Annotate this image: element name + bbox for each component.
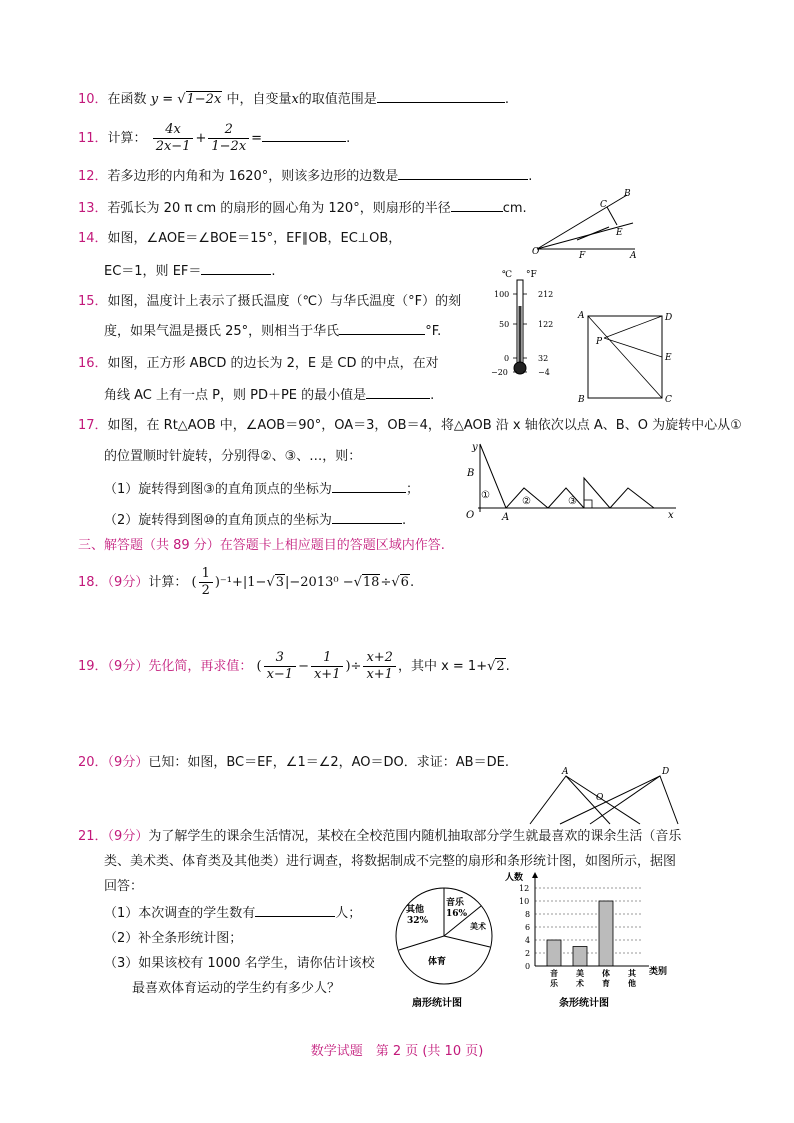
question-15-line2: 度，如果气温是摄氏 25°，则相当于华氏 °F.: [104, 324, 442, 339]
svg-text:y: y: [472, 442, 478, 453]
svg-text:D: D: [665, 313, 673, 323]
question-16-line2: 角线 AC 上有一点 P，则 PD＋PE 的最小值是 .: [104, 388, 435, 403]
svg-text:②: ②: [522, 496, 531, 507]
question-18: 18．（9分）计算： ( $\frac{1}{2}$ )⁻¹+|1−√3|−2013⁰ −√18÷√6.: [78, 566, 415, 598]
question-21-sub2: （2）补全条形统计图；: [104, 931, 243, 946]
svg-text:①: ①: [481, 490, 490, 501]
svg-text:A: A: [502, 512, 510, 520]
bar-ytick-label: 8: [525, 910, 531, 919]
svg-text:其他: 其他: [406, 905, 425, 915]
question-13: 13．若弧长为 20 π cm 的扇形的圆心角为 120°，则扇形的半径 cm.: [78, 201, 527, 216]
question-10: 10．在函数 y = √1−2x 中，自变量x的取值范围是 .: [78, 92, 509, 107]
answer-blank[interactable]: [262, 129, 346, 142]
svg-text:O: O: [596, 793, 604, 803]
svg-text:A: A: [578, 311, 585, 321]
bar-category-label: 体: [602, 968, 610, 978]
figure-16-square: [572, 306, 682, 406]
answer-blank[interactable]: [332, 511, 402, 524]
bar-ytick-label: 0: [525, 962, 531, 971]
bar-category-label: 音: [550, 968, 558, 978]
svg-text:−20: −20: [491, 368, 508, 377]
svg-text:0: 0: [504, 354, 510, 363]
bar-1: [573, 947, 587, 967]
bar-ytick-label: 12: [519, 884, 530, 893]
svg-text:E: E: [665, 353, 672, 363]
bar-category-label: 其: [628, 968, 636, 978]
answer-blank[interactable]: [255, 904, 335, 917]
question-21-sub3a: （3）如果该校有 1000 名学生，请你估计该校: [104, 956, 375, 971]
question-14-line2: EC＝1，则 EF＝ .: [104, 264, 276, 279]
bar-category-label: 育: [602, 978, 610, 988]
bar-0: [547, 940, 561, 966]
figure-14: [505, 185, 665, 265]
answer-blank[interactable]: [366, 386, 430, 399]
question-20: 20．（9分）已知：如图，BC＝EF，∠1＝∠2，AO＝DO．求证：AB＝DE.: [78, 755, 509, 770]
bar-chart: [503, 868, 693, 1013]
question-17-sub1: （1）旋转得到图③的直角顶点的坐标为 ；: [104, 482, 419, 497]
bar-category-label: 他: [628, 978, 636, 988]
svg-text:A: A: [562, 767, 569, 777]
svg-text:体育: 体育: [428, 957, 447, 967]
question-17-line2: 的位置顺时针旋转，分别得②、③、…，则：: [104, 449, 362, 464]
bar-ytick-label: 4: [525, 936, 531, 945]
svg-text:32: 32: [538, 354, 549, 363]
section-3-heading: 三、解答题（共 89 分）在答题卡上相应题目的答题区域内作答.: [78, 538, 445, 553]
svg-text:100: 100: [494, 290, 510, 299]
svg-text:122: 122: [538, 320, 554, 329]
svg-text:−4: −4: [538, 368, 550, 377]
question-21-sub1: （1）本次调查的学生数有 人；: [104, 906, 362, 921]
bar-chart-ylabel: 人数: [505, 873, 524, 883]
svg-text:美术: 美术: [470, 921, 486, 931]
label-c: C: [600, 200, 607, 210]
question-17: 17．如图，在 Rt△AOB 中，∠AOB＝90°，OA＝3，OB＝4，将△AOB 沿 x 轴依次以点 A、B、O 为旋转中心从①: [78, 418, 742, 433]
question-19: 19．（9分）先化简，再求值： ( $\frac{3}{x-1}$ − $\frac{1}{x+1}$ )÷ $\frac{x+2}{x+1}$ ，其中 x = 1+√2.: [78, 650, 510, 682]
svg-text:P: P: [596, 337, 603, 347]
question-21-line2: 类、美术类、体育类及其他类）进行调查，将数据制成不完整的扇形和条形统计图，如图所示，据图: [104, 854, 677, 869]
svg-text:B: B: [467, 468, 475, 479]
question-12: 12．若多边形的内角和为 1620°，则该多边形的边数是 .: [78, 169, 533, 184]
svg-text:③: ③: [568, 496, 577, 507]
label-b: B: [624, 189, 631, 199]
answer-blank[interactable]: [398, 167, 528, 180]
question-14: 14．如图，∠AOE＝∠BOE＝15°，EF∥OB，EC⊥OB，: [78, 231, 402, 246]
bar-ytick-label: 2: [525, 949, 531, 958]
question-21-line3: 回答：: [104, 879, 144, 894]
figure-15-thermometer: [490, 266, 570, 384]
question-16: 16．如图，正方形 ABCD 的边长为 2，E 是 CD 的中点，在对: [78, 356, 439, 371]
svg-text:16%: 16%: [446, 909, 468, 919]
pie-chart: [392, 880, 502, 1010]
bar-ytick-label: 6: [525, 923, 531, 932]
answer-blank[interactable]: [339, 322, 425, 335]
label-f: F: [579, 251, 586, 261]
svg-text:32%: 32%: [407, 916, 429, 926]
answer-blank[interactable]: [451, 199, 503, 212]
svg-text:O: O: [466, 510, 475, 520]
label-e: E: [616, 228, 623, 238]
question-11: 11．计算： $\frac{4x}{2x-1}$ + $\frac{2}{1-2x}$ = .: [78, 122, 351, 154]
question-21-sub3b: 最喜欢体育运动的学生约有多少人？: [132, 981, 341, 996]
answer-blank[interactable]: [377, 90, 505, 103]
bar-category-label: 美: [576, 968, 584, 978]
answer-blank[interactable]: [332, 480, 406, 493]
bar-category-label: 乐: [550, 978, 558, 988]
celsius-label: ℃: [502, 270, 513, 280]
bar-ytick-label: 10: [519, 897, 530, 906]
figure-17-rotation: [462, 438, 682, 520]
question-21: 21．（9分）为了解学生的课余生活情况，某校在全校范围内随机抽取部分学生就最喜欢的课余生活（音乐: [78, 829, 682, 844]
question-15: 15．如图，温度计上表示了摄氏温度（℃）与华氏温度（°F）的刻: [78, 294, 462, 309]
bar-chart-title: 条形统计图: [559, 998, 609, 1009]
bar-category-label: 术: [576, 978, 584, 988]
svg-text:扇形统计图: 扇形统计图: [412, 998, 462, 1009]
page-footer: 数学试题 第 2 页 (共 10 页): [310, 1044, 484, 1059]
svg-text:D: D: [662, 767, 670, 777]
question-17-sub2: （2）旋转得到图⑩的直角顶点的坐标为 .: [104, 513, 407, 528]
figure-20: [520, 764, 690, 826]
label-o: O: [532, 247, 540, 257]
svg-text:C: C: [665, 395, 672, 405]
svg-text:音乐: 音乐: [446, 898, 465, 908]
svg-text:x: x: [668, 510, 674, 520]
svg-text:212: 212: [538, 290, 554, 299]
bar-2: [599, 901, 613, 966]
label-a: A: [630, 251, 637, 261]
fahrenheit-label: °F: [526, 270, 537, 280]
answer-blank[interactable]: [201, 262, 271, 275]
svg-text:50: 50: [499, 320, 510, 329]
bar-chart-xlabel: 类别: [649, 967, 668, 977]
svg-text:B: B: [578, 395, 585, 405]
